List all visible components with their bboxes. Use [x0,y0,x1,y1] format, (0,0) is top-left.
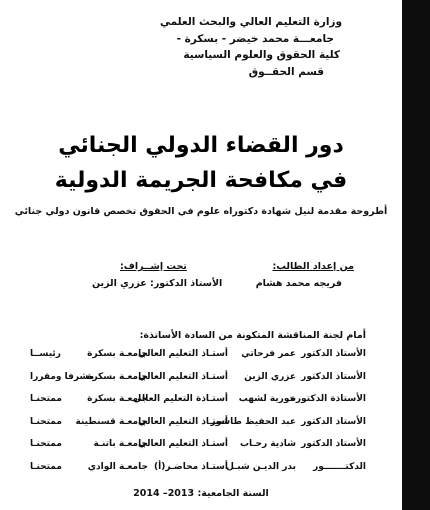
ministry-line: وزارة التعليم العالي والبحث العلمي [159,16,342,28]
jury-grade: أستـاذة التعليم العالي [132,394,228,404]
institution-header [160,14,342,80]
jury-name: عبد الحفيظ طاشور [210,416,296,427]
jury-rank: الأستاذ الدكتور [301,371,366,382]
jury-row [30,368,366,391]
university-line: جامعـــة محمد خيضر - بسكرة - [176,32,334,45]
student-name: فريجه محمد هشام [255,278,342,289]
jury-list [30,345,366,480]
jury-university: جامعـة بسكرة [87,371,148,382]
jury-row [30,345,366,368]
jury-rank: الأستاذ الدكتور [301,416,366,427]
jury-name: بدر الديـن شبـل [226,461,296,472]
jury-role: ممتحنـا [30,439,62,449]
jury-rank: الأستاذ الدكتور [301,349,366,359]
jury-university: جامعـة بسكرة [87,349,148,359]
jury-rank: الدكتـــــــور [313,461,366,472]
jury-university: جامعـة الوادي [87,461,148,472]
jury-row [30,390,366,413]
supervisor-label: تحت إشــراف: [120,261,187,272]
jury-university: جامعـة بسكرة [87,394,148,404]
jury-grade: أستـاذ محاضـر(أ) [154,461,228,472]
student-label: من إعداد الطالب: [272,261,354,272]
jury-name: عزري الزين [244,371,296,382]
thesis-subtitle: أطروحة مقدمة لنيل شهادة دكتوراه علوم في الحقوق تخصص قانون دولي جنائي [14,206,388,217]
jury-rank: الأستاذ الدكتور [301,439,366,449]
jury-grade: أستـاذ التعليم العالي [138,439,228,449]
jury-role: مشرفا ومقررا [30,371,95,382]
faculty-line: كلية الحقوق والعلوم السياسية [183,49,340,61]
jury-role: رئيســا [30,349,61,359]
thesis-title-line-1: دور القضاء الدولي الجنائي [58,133,344,158]
academic-year: السنة الجامعية: 2013– 2014 [133,488,269,499]
jury-role: ممتحنـا [30,394,62,404]
jury-role: ممتحنـا [30,416,62,427]
jury-grade: أستـاذ التعليم العالي [138,349,228,359]
jury-grade: أستـاذ التعليم العالي [138,416,228,427]
jury-role: ممتحنـا [30,461,62,472]
jury-name: حورية لشهب [238,394,296,404]
jury-row [30,458,366,481]
jury-university: جامعـة باتنـة [93,439,148,449]
jury-name: شادية رحـاب [240,439,296,449]
jury-row [30,435,366,458]
jury-name: عمر فرحاتي [241,349,296,359]
department-line: قسم الحقــوق [248,65,324,78]
jury-rank: الأستاذة الدكتورة [290,394,366,404]
scan-edge [402,0,430,510]
jury-grade: أستـاذ التعليم العالي [138,371,228,382]
jury-title: أمام لجنة المناقشة المتكونة من السادة الأساتذة: [139,330,366,341]
supervisor-name: الأستاذ الدكتور: عزري الزين [92,278,223,289]
thesis-title-line-2: في مكافحة الجريمة الدولية [54,168,348,193]
jury-university: جامعـة قسنطينة [75,416,148,427]
jury-row [30,413,366,436]
